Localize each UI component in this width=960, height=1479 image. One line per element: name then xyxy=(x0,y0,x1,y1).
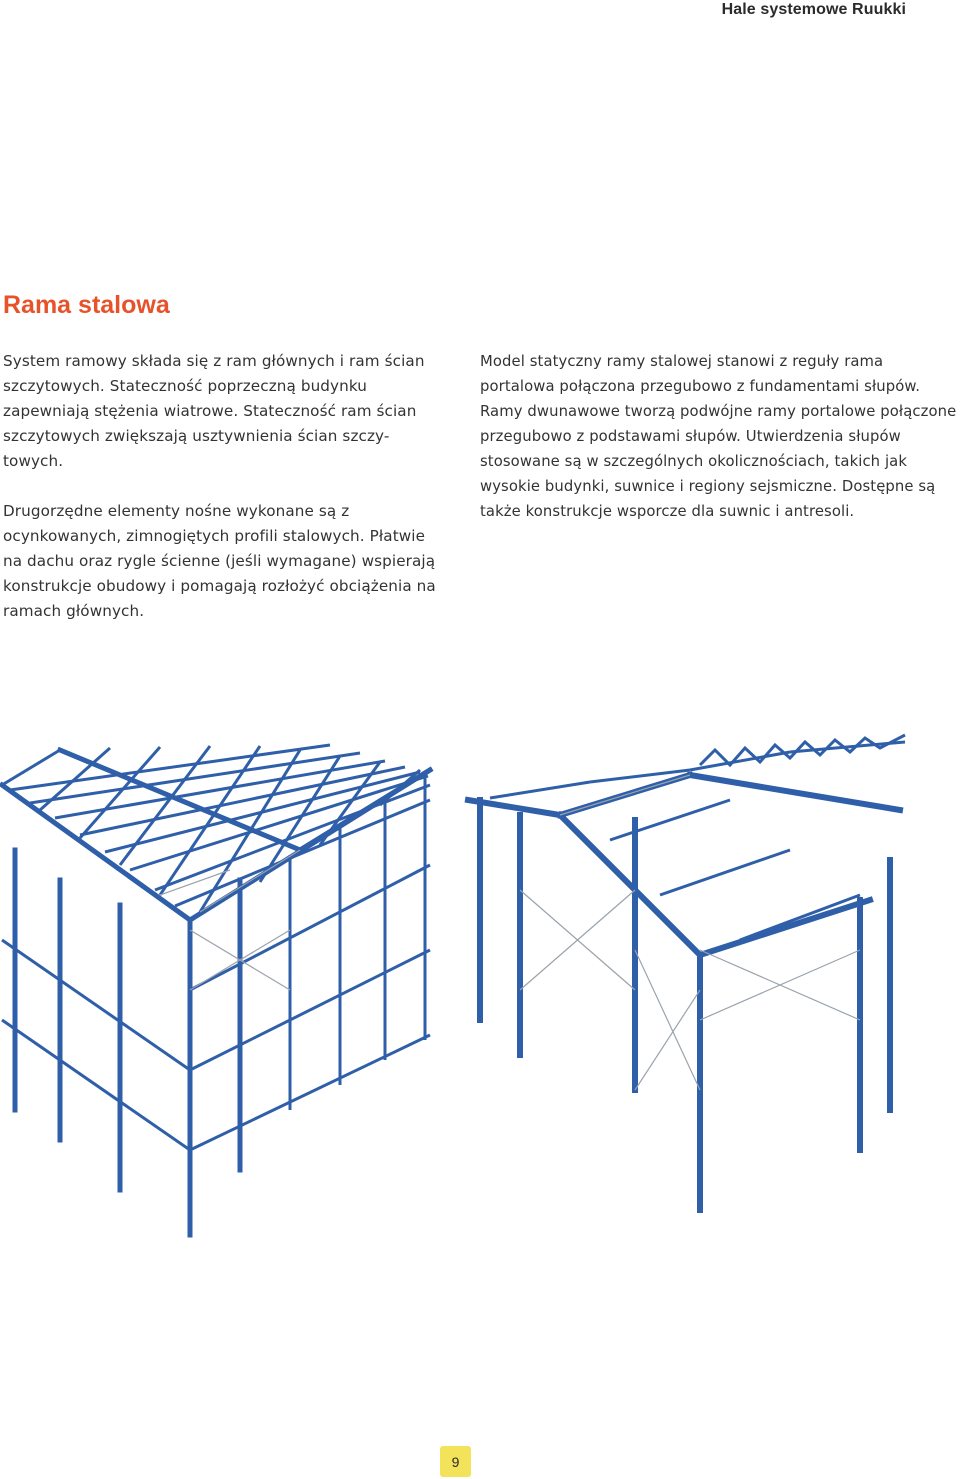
left-paragraph-1: System ramowy składa się z ram głównych i ram ścian szczytowych. Stateczność poprzeczną budynku zapewniają stężenia wiatrowe. Stateczność ram ścian szczytowych zwiększają usztywnienia ścian szczy-towych. xyxy=(3,352,425,470)
steel-frame-illustration-right xyxy=(460,690,910,1250)
left-paragraph-2: Drugorzędne elementy nośne wykonane są z ocynkowanych, zimnogiętych profili stalowych. Płatwie na dachu oraz rygle ścienne (jeśli wymagane) wspierają konstrukcje obudowy i pomagają rozłożyć obciążenia na ramach głównych. xyxy=(3,502,436,620)
right-paragraph-1: Model statyczny ramy stalowej stanowi z reguły rama portalowa połączona przegubowo z fundamentami słupów. Ramy dwunawowe tworzą podwójne ramy portalowe połączone przegubowo z podstawami słupów. Utwierdzenia słupów stosowane są w szczególnych okolicznościach, takich jak wysokie budynki, suwnice i regiony sejsmiczne. Dostępne są także konstrukcje wsporcze dla suwnic i antresoli. xyxy=(480,353,957,520)
left-text-column xyxy=(3,349,443,624)
right-text-column xyxy=(480,349,960,524)
running-header: Hale systemowe Ruukki xyxy=(721,1,906,18)
section-title: Rama stalowa xyxy=(3,291,170,319)
steel-frame-illustration-left xyxy=(0,690,460,1250)
page-number-badge: 9 xyxy=(440,1446,471,1477)
